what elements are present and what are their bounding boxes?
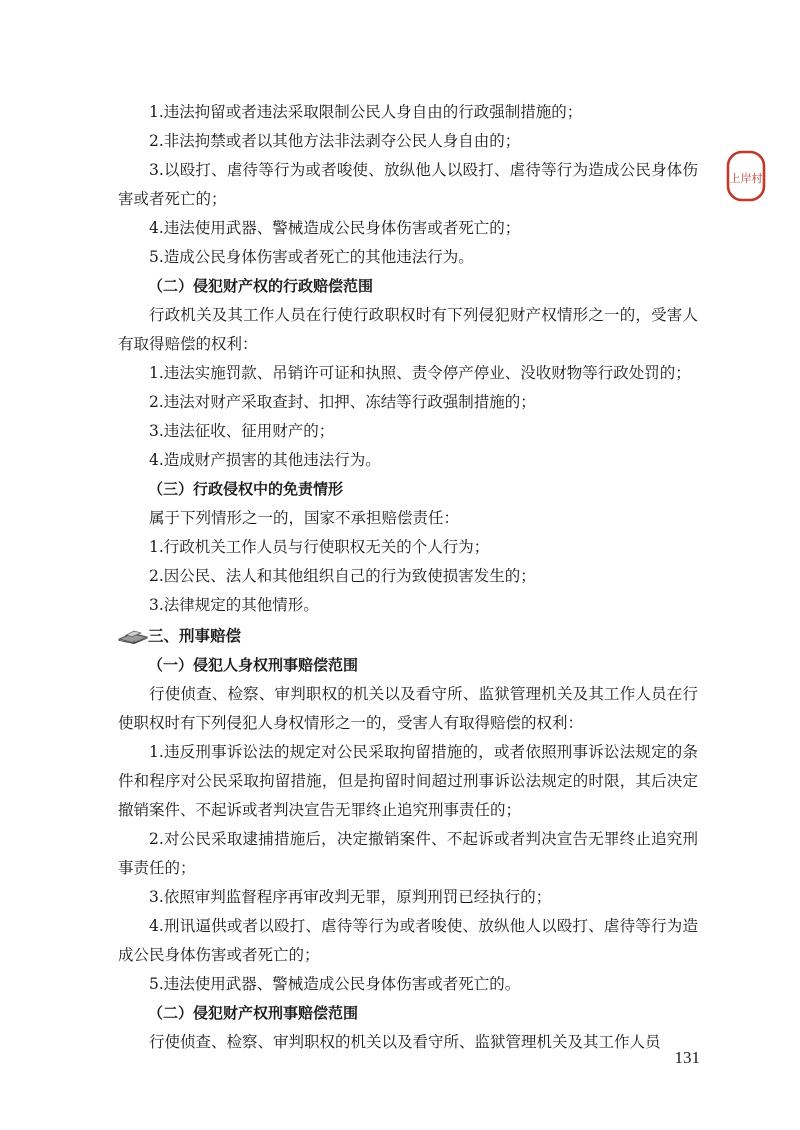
section-heading: （二）侵犯财产权的行政赔偿范围 (148, 277, 374, 295)
paragraph: 1.违法拘留或者违法采取限制公民人身自由的行政强制措施的； (149, 103, 583, 121)
paragraph: 行政机关及其工作人员在行使行政职权时有下列侵犯财产权情形之一的，受害人有取得赔偿的权利： (118, 306, 698, 353)
paragraph: 3.法律规定的其他情形。 (149, 596, 319, 614)
paragraph: 3.违法征收、征用财产的； (149, 422, 335, 440)
paragraph: 1.违反刑事诉讼法的规定对公民采取拘留措施的，或者依照刑事诉讼法规定的条件和程序对公民采取拘留措施，但是拘留时间超过刑事诉讼法规定的时限，其后决定撤销案件、不起诉或者判决宣告无罪终止追究刑事责任的； (118, 743, 698, 819)
page-body (118, 98, 698, 1057)
seal-text: 上岸村 (729, 172, 763, 185)
section-heading: （三）行政侵权中的免责情形 (148, 480, 344, 498)
seal-icon (726, 150, 766, 202)
paragraph: 2.非法拘禁或者以其他方法非法剥夺公民人身自由的； (149, 132, 521, 150)
paragraph: 3.依照审判监督程序再审改判无罪，原判刑罚已经执行的； (149, 888, 552, 906)
paragraph: 4.刑讯逼供或者以殴打、虐待等行为或者唆使、放纵他人以殴打、虐待等行为造成公民身体伤害或者死亡的； (118, 917, 698, 964)
paragraph: 2.违法对财产采取查封、扣押、冻结等行政强制措施的； (149, 393, 536, 411)
chapter-heading-text: 三、刑事赔偿 (148, 627, 242, 645)
paragraph: 行使侦查、检察、审判职权的机关以及看守所、监狱管理机关及其工作人员在行使职权时有下列侵犯人身权情形之一的，受害人有取得赔偿的权利： (118, 685, 698, 732)
paragraph: 3.以殴打、虐待等行为或者唆使、放纵他人以殴打、虐待等行为造成公民身体伤害或者死亡的； (118, 161, 698, 208)
page-number: 131 (674, 1048, 700, 1067)
paragraph: 1.违法实施罚款、吊销许可证和执照、责令停产停业、没收财物等行政处罚的； (149, 364, 691, 382)
book-icon (118, 628, 148, 644)
section-heading: （一）侵犯人身权刑事赔偿范围 (148, 656, 359, 674)
paragraph: 4.造成财产损害的其他违法行为。 (149, 451, 381, 469)
paragraph: 5.造成公民身体伤害或者死亡的其他违法行为。 (149, 248, 474, 266)
paragraph: 2.因公民、法人和其他组织自己的行为致使损害发生的； (149, 567, 536, 585)
chapter-heading (118, 621, 698, 651)
paragraph: 2.对公民采取逮捕措施后，决定撤销案件、不起诉或者判决宣告无罪终止追究刑事责任的； (118, 830, 698, 877)
section-heading: （二）侵犯财产权刑事赔偿范围 (148, 1004, 359, 1022)
paragraph: 行使侦查、检察、审判职权的机关以及看守所、监狱管理机关及其工作人员 (149, 1033, 661, 1051)
paragraph: 5.违法使用武器、警械造成公民身体伤害或者死亡的。 (149, 975, 521, 993)
paragraph: 1.行政机关工作人员与行使职权无关的个人行为； (149, 538, 490, 556)
paragraph: 属于下列情形之一的，国家不承担赔偿责任： (149, 509, 460, 527)
paragraph: 4.违法使用武器、警械造成公民身体伤害或者死亡的； (149, 219, 521, 237)
